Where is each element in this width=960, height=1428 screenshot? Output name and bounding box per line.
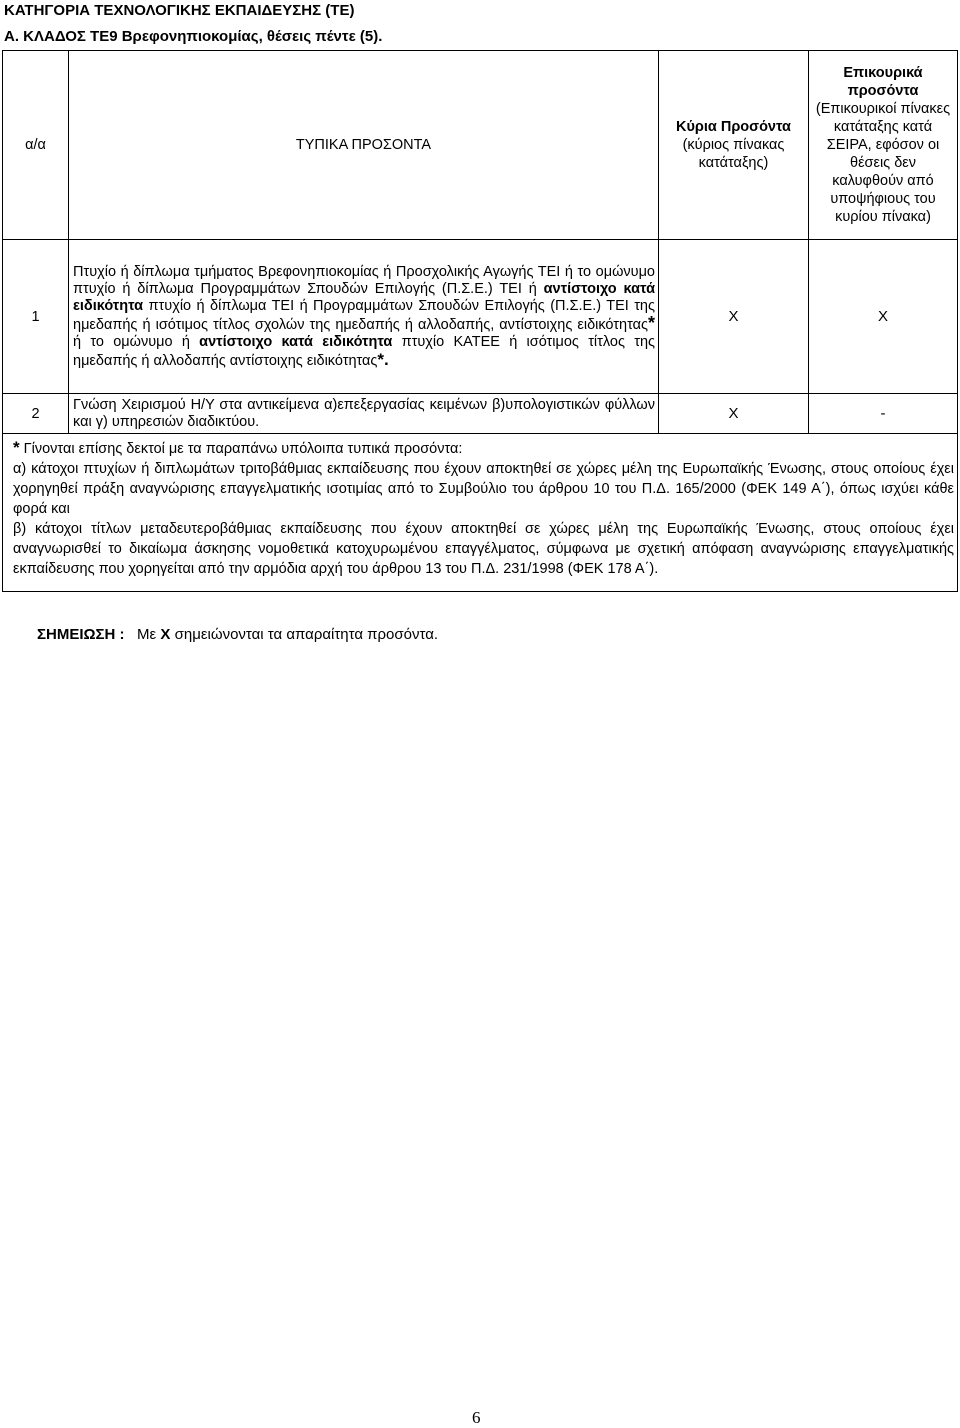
row1-text: Πτυχίο ή δίπλωμα τμήματος Βρεφονηπιοκομίας ή Προσχολικής Αγωγής ΤΕΙ ή το ομώνυμο πτυχίο ή δίπλωμα Προγραμμάτων Σπουδών Επιλογής (Π.Σ.Ε.) ΤΕΙ ή αντίστοιχο κατά ειδικότητα πτυχίο ή δίπλωμα ΤΕΙ ή Προγραμμάτων Σπουδών Επιλογής (Π.Σ.Ε.) ΤΕΙ της ημεδαπής ή ισότιμος τίτλος σχολών της ημεδαπής ή αλλοδαπής, αντίστοιχης ειδικότητας* ή το ομώνυμο ή αντίστοιχο κατά ειδικότητα πτυχίο ΚΑΤΕΕ ή ισότιμος τίτλος της ημεδαπής ή αλλοδαπής αντίστοιχης ειδικότητας*.: [69, 240, 659, 394]
category-heading: ΚΑΤΗΓΟΡΙΑ ΤΕΧΝΟΛΟΓΙΚΗΣ ΕΚΠΑΙΔΕΥΣΗΣ (ΤΕ): [4, 2, 355, 19]
qualifications-table: [2, 50, 958, 592]
col-header-num: α/α: [3, 51, 69, 240]
footnote-intro: * Γίνονται επίσης δεκτοί με τα παραπάνω υπόλοιπα τυπικά προσόντα:: [13, 438, 463, 457]
col-header-kyria: [659, 51, 809, 240]
kyria-subtitle: (κύριος πίνακας κατάταξης): [682, 137, 785, 171]
kyria-title: Κύρια Προσόντα: [676, 119, 791, 135]
row1-epik-mark: Χ: [809, 240, 958, 394]
note-x: Χ: [160, 626, 171, 643]
footnote-b: β) κάτοχοι τίτλων μεταδευτεροβάθμιας εκπαίδευσης που έχουν αποκτηθεί σε χώρες μέλη της Ευρωπαϊκής Ένωσης, στους οποίους έχει αναγνωρισθεί το δικαίωμα άσκησης νομοθετικά κατοχυρωμένου επαγγέλματος, σύμφωνα με σχετική απόφαση αναγνώρισης επαγγελματικής εκπαίδευσης που χορηγείται από την αρμόδια αρχή του άρθρου 13 του Π.Δ. 231/1998 (ΦΕΚ 178 Α΄).: [13, 521, 954, 577]
table-row: [3, 394, 958, 434]
epik-title: Επικουρικά προσόντα: [843, 65, 923, 99]
footnote-row: [3, 434, 958, 592]
branch-heading: Α. ΚΛΑΔΟΣ ΤΕ9 Βρεφονηπιοκομίας, θέσεις πέντε (5).: [4, 28, 383, 45]
row1-num: 1: [3, 240, 69, 394]
footnote: [3, 434, 958, 592]
row2-kyria-mark: Χ: [659, 394, 809, 434]
row1-kyria-mark: Χ: [659, 240, 809, 394]
col-header-epik: [809, 51, 958, 240]
table-header-row: [3, 51, 958, 240]
row2-text: Γνώση Χειρισμού Η/Υ στα αντικείμενα α)επεξεργασίας κειμένων β)υπολογιστικών φύλλων και γ) υπηρεσιών διαδικτύου.: [69, 394, 659, 434]
table-row: [3, 240, 958, 394]
col-header-main: ΤΥΠΙΚΑ ΠΡΟΣΟΝΤΑ: [69, 51, 659, 240]
footnote-a: α) κάτοχοι πτυχίων ή διπλωμάτων τριτοβάθμιας εκπαίδευσης που έχουν αποκτηθεί σε χώρες μέλη της Ευρωπαϊκής Ένωσης, στους οποίους έχει χορηγηθεί πράξη αναγνώρισης επαγγελματικής ισοτιμίας από το Συμβούλιο του άρθρου 10 του Π.Δ. 165/2000 (ΦΕΚ 149 Α΄), όπως ισχύει κάθε φορά και: [13, 461, 954, 517]
row2-num: 2: [3, 394, 69, 434]
note: ΣΗΜΕΙΩΣΗ : Με Χ σημειώνονται τα απαραίτητα προσόντα.: [37, 626, 439, 643]
epik-subtitle: (Επικουρικοί πίνακες κατάταξης κατά ΣΕΙΡΑ, εφόσον οι θέσεις δεν καλυφθούν από υποψήφιους του κυρίου πίνακα): [815, 101, 951, 225]
page-number: 6: [472, 1408, 481, 1427]
row2-epik-mark: -: [809, 394, 958, 434]
note-label: ΣΗΜΕΙΩΣΗ :: [37, 626, 125, 643]
